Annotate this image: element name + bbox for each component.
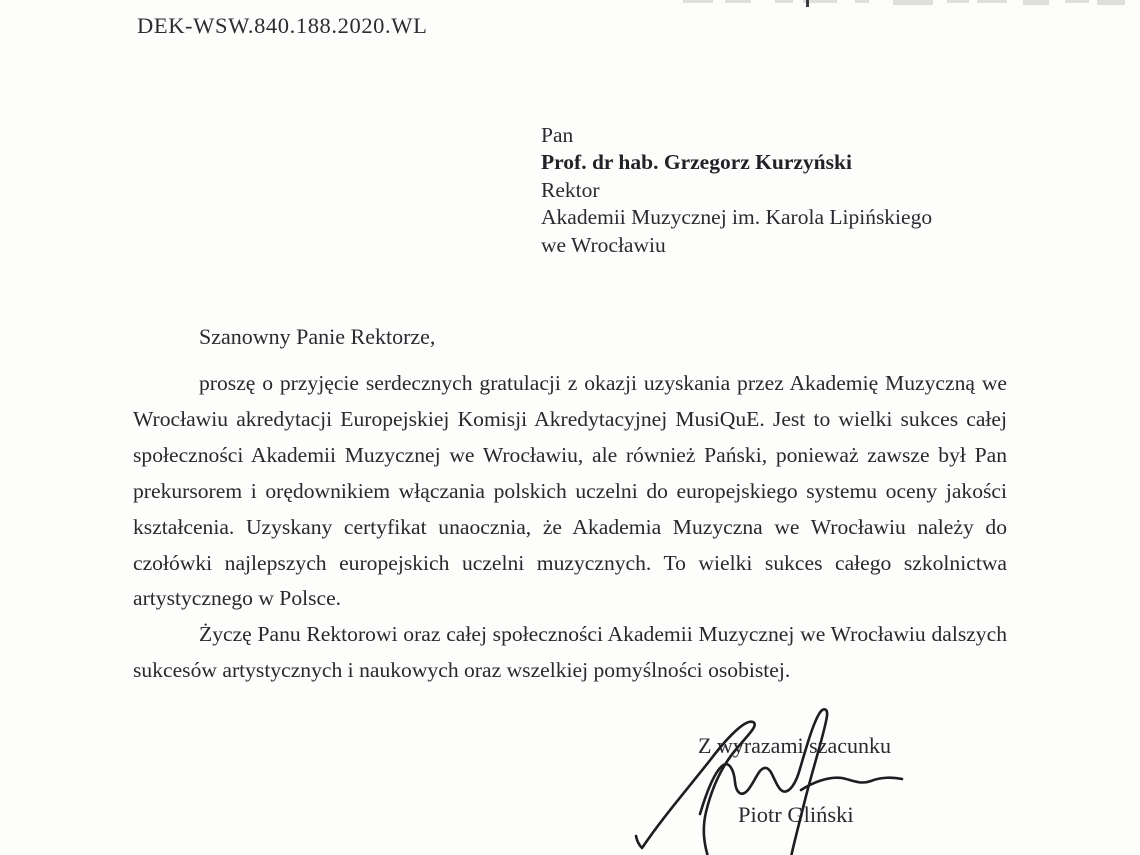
addressee-name: Prof. dr hab. Grzegorz Kurzyński [541, 150, 852, 175]
addressee-block [541, 122, 932, 259]
closing-line: Z wyrazami szacunku [698, 733, 892, 758]
addressee-city: we Wrocławiu [541, 232, 666, 257]
addressee-prefix: Pan [541, 123, 574, 147]
greeting-line: Szanowny Panie Rektorze, [199, 324, 436, 349]
body-paragraph-1: proszę o przyjęcie serdecznych gratulacji z okazji uzyskania przez Akademię Muzyczną we Wrocławiu akredytacji Europejskiej Komisji Akredytacyjnej MusiQuE. Jest to wielki sukces całej społeczności Akademii Muzycznej we Wrocławiu, ale również Pański, ponieważ zawsze był Pan prekursorem i orędownikiem włączania polskich uczelni do europejskiego systemu oceny jakości kształcenia. Uzyskany certyfikat unaocznia, że Akademia Muzyczna we Wrocławiu należy do czołówki najlepszych europejskich uczelni muzycznych. To wielki sukces całego szkolnictwa artystycznego w Polsce. [133, 371, 1007, 611]
letter-body [133, 366, 1007, 689]
scan-cutoff-artifact [655, 0, 1140, 6]
body-paragraph-2: Życzę Panu Rektorowi oraz całej społeczności Akademii Muzycznej we Wrocławiu dalszych sukcesów artystycznych i naukowych oraz wszelkiej pomyślności osobistej. [133, 622, 1007, 683]
signer-name: Piotr Gliński [738, 802, 854, 827]
addressee-title: Rektor [541, 177, 600, 202]
reference-number: DEK-WSW.840.188.2020.WL [137, 13, 428, 38]
addressee-institution: Akademii Muzycznej im. Karola Lipińskiego [541, 205, 933, 230]
